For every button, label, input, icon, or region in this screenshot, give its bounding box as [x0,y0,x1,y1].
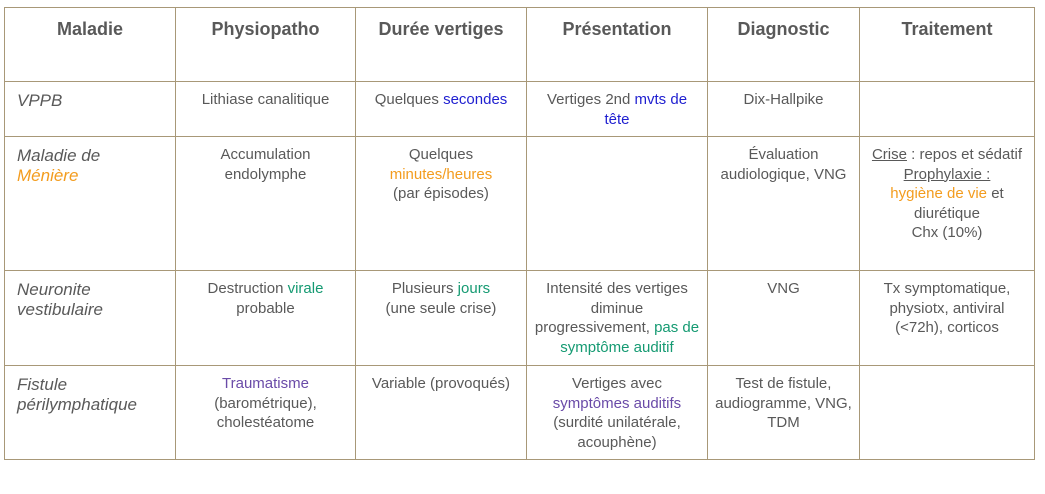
header-maladie: Maladie [5,8,176,82]
cell-traitement: Tx symptomatique, physiotx, antiviral (<72h), corticos [860,271,1035,366]
cell-duree: Quelques minutes/heures (par épisodes) [356,137,527,271]
cell-maladie: VPPB [5,82,176,137]
cell-duree: Plusieurs jours (une seule crise) [356,271,527,366]
header-traitement: Traitement [860,8,1035,82]
cell-presentation [527,137,708,271]
cell-physio: Lithiase canalitique [176,82,356,137]
cell-presentation: Intensité des vertiges diminue progressivement, pas de symptôme auditif [527,271,708,366]
header-presentation: Présentation [527,8,708,82]
header-diagnostic: Diagnostic [708,8,860,82]
cell-maladie: Maladie de Ménière [5,137,176,271]
disease-table [4,7,1035,460]
cell-duree: Quelques secondes [356,82,527,137]
cell-diagnostic: Évaluation audiologique, VNG [708,137,860,271]
cell-traitement: Crise : repos et sédatif Prophylaxie : hygiène de vie et diurétique Chx (10%) [860,137,1035,271]
cell-diagnostic: Test de fistule, audiogramme, VNG, TDM [708,366,860,460]
table-row [5,137,1035,271]
table-row [5,366,1035,460]
cell-physio: Traumatisme (barométrique), cholestéatome [176,366,356,460]
cell-physio: Destruction virale probable [176,271,356,366]
cell-duree: Variable (provoqués) [356,366,527,460]
cell-traitement [860,82,1035,137]
table-row [5,271,1035,366]
cell-presentation: Vertiges avec symptômes auditifs (surdité unilatérale, acouphène) [527,366,708,460]
table-row [5,82,1035,137]
cell-maladie: Fistule périlymphatique [5,366,176,460]
header-physiopatho: Physiopatho [176,8,356,82]
cell-diagnostic: VNG [708,271,860,366]
cell-traitement [860,366,1035,460]
header-duree: Durée vertiges [356,8,527,82]
cell-presentation: Vertiges 2nd mvts de tête [527,82,708,137]
cell-maladie: Neuronite vestibulaire [5,271,176,366]
cell-diagnostic: Dix-Hallpike [708,82,860,137]
cell-physio: Accumulation endolymphe [176,137,356,271]
header-row [5,8,1035,82]
